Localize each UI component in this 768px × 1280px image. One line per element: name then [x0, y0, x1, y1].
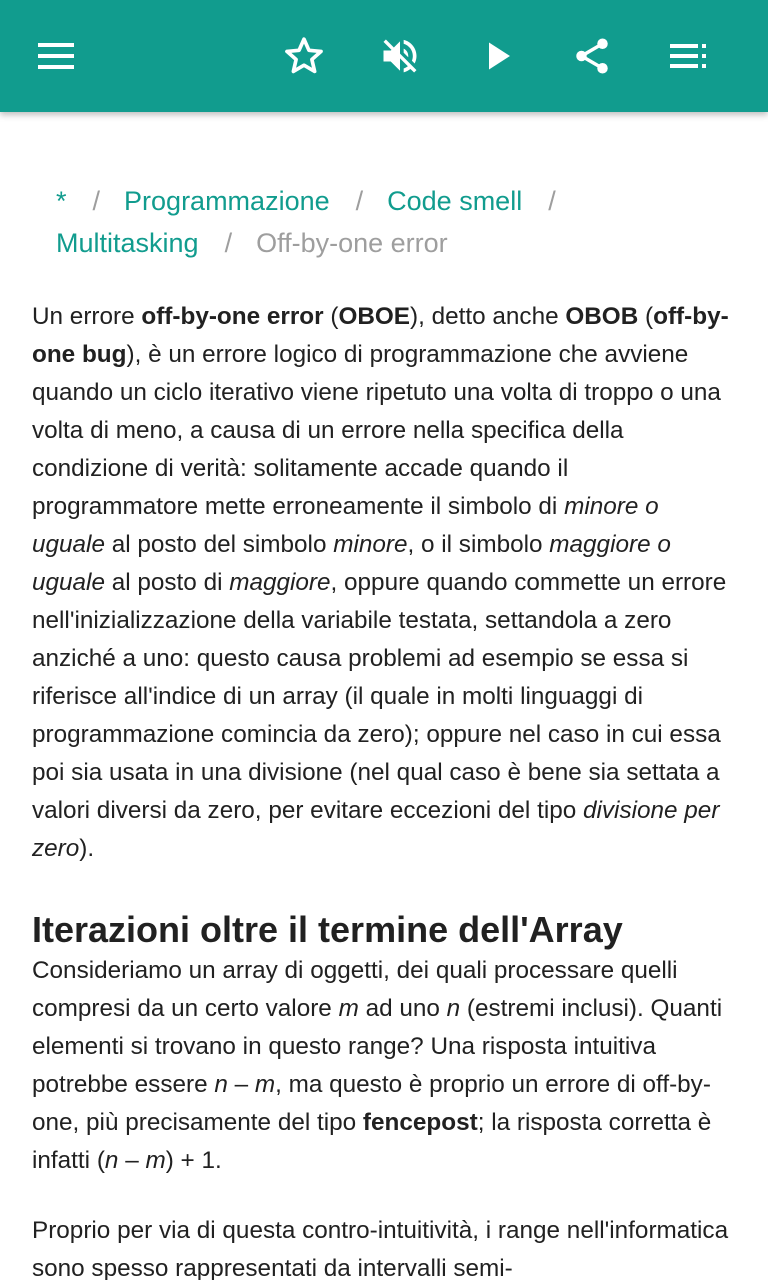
play-button[interactable] — [466, 24, 530, 88]
star-outline-icon — [282, 34, 326, 78]
table-of-contents-button[interactable] — [656, 24, 720, 88]
favorite-button[interactable] — [272, 24, 336, 88]
playlist-icon — [668, 41, 708, 71]
breadcrumb-current: Off-by-one error — [256, 228, 448, 258]
breadcrumb-separator: / — [92, 186, 101, 216]
volume-off-icon — [378, 34, 422, 78]
section-heading: Iterazioni oltre il termine dell'Array — [32, 909, 623, 950]
breadcrumb-item-home[interactable]: * — [56, 186, 67, 216]
app-bar — [0, 0, 768, 112]
breadcrumb — [56, 180, 736, 264]
article-body — [32, 298, 736, 1280]
breadcrumb-separator: / — [355, 186, 364, 216]
share-icon — [571, 35, 613, 77]
breadcrumb-item-programmazione[interactable]: Programmazione — [124, 186, 330, 216]
share-button[interactable] — [560, 24, 624, 88]
paragraph-range: Proprio per via di questa contro-intuitività, i range nell'informatica sono spesso rappresentati da intervalli semi- — [32, 1217, 729, 1280]
breadcrumb-item-multitasking[interactable]: Multitasking — [56, 228, 199, 258]
menu-button[interactable] — [24, 24, 88, 88]
breadcrumb-item-code-smell[interactable]: Code smell — [387, 186, 523, 216]
breadcrumb-separator: / — [224, 228, 233, 258]
play-icon — [480, 38, 516, 74]
menu-icon — [36, 41, 76, 71]
paragraph-array: Consideriamo un array di oggetti, dei quali processare quelli compresi da un certo valore m ad uno n (estremi inclusi). Quanti elementi si trovano in questo range? Una risposta intuitiva potrebbe essere n – m, ma questo è proprio un errore di off-by-one, più precisamente del tipo fencepost; la risposta corretta è infatti (n – m) + 1. — [32, 957, 723, 1174]
paragraph-intro: Un errore off-by-one error (OBOE), detto anche OBOB (off-by-one bug), è un errore logico di programmazione che avviene quando un ciclo iterativo viene ripetuto una volta di troppo o una volta di meno, a causa di un errore nella specifica della condizione di verità: solitamente accade quando il programmatore mette erroneamente il simbolo di minore o uguale al posto del simbolo minore, o il simbolo maggiore o uguale al posto di maggiore, oppure quando commette un errore nell'inizializzazione della variabile testata, settandola a zero anziché a uno: questo causa problemi ad esempio se essa si riferisce all'indice di un array (il quale in molti linguaggi di programmazione comincia da zero); oppure nel caso in cui essa poi sia usata in una divisione (nel qual caso è bene sia settata a valori diversi da zero, per evitare eccezioni del tipo divisione per zero). — [32, 303, 729, 862]
breadcrumb-separator: / — [548, 186, 556, 216]
mute-button[interactable] — [368, 24, 432, 88]
